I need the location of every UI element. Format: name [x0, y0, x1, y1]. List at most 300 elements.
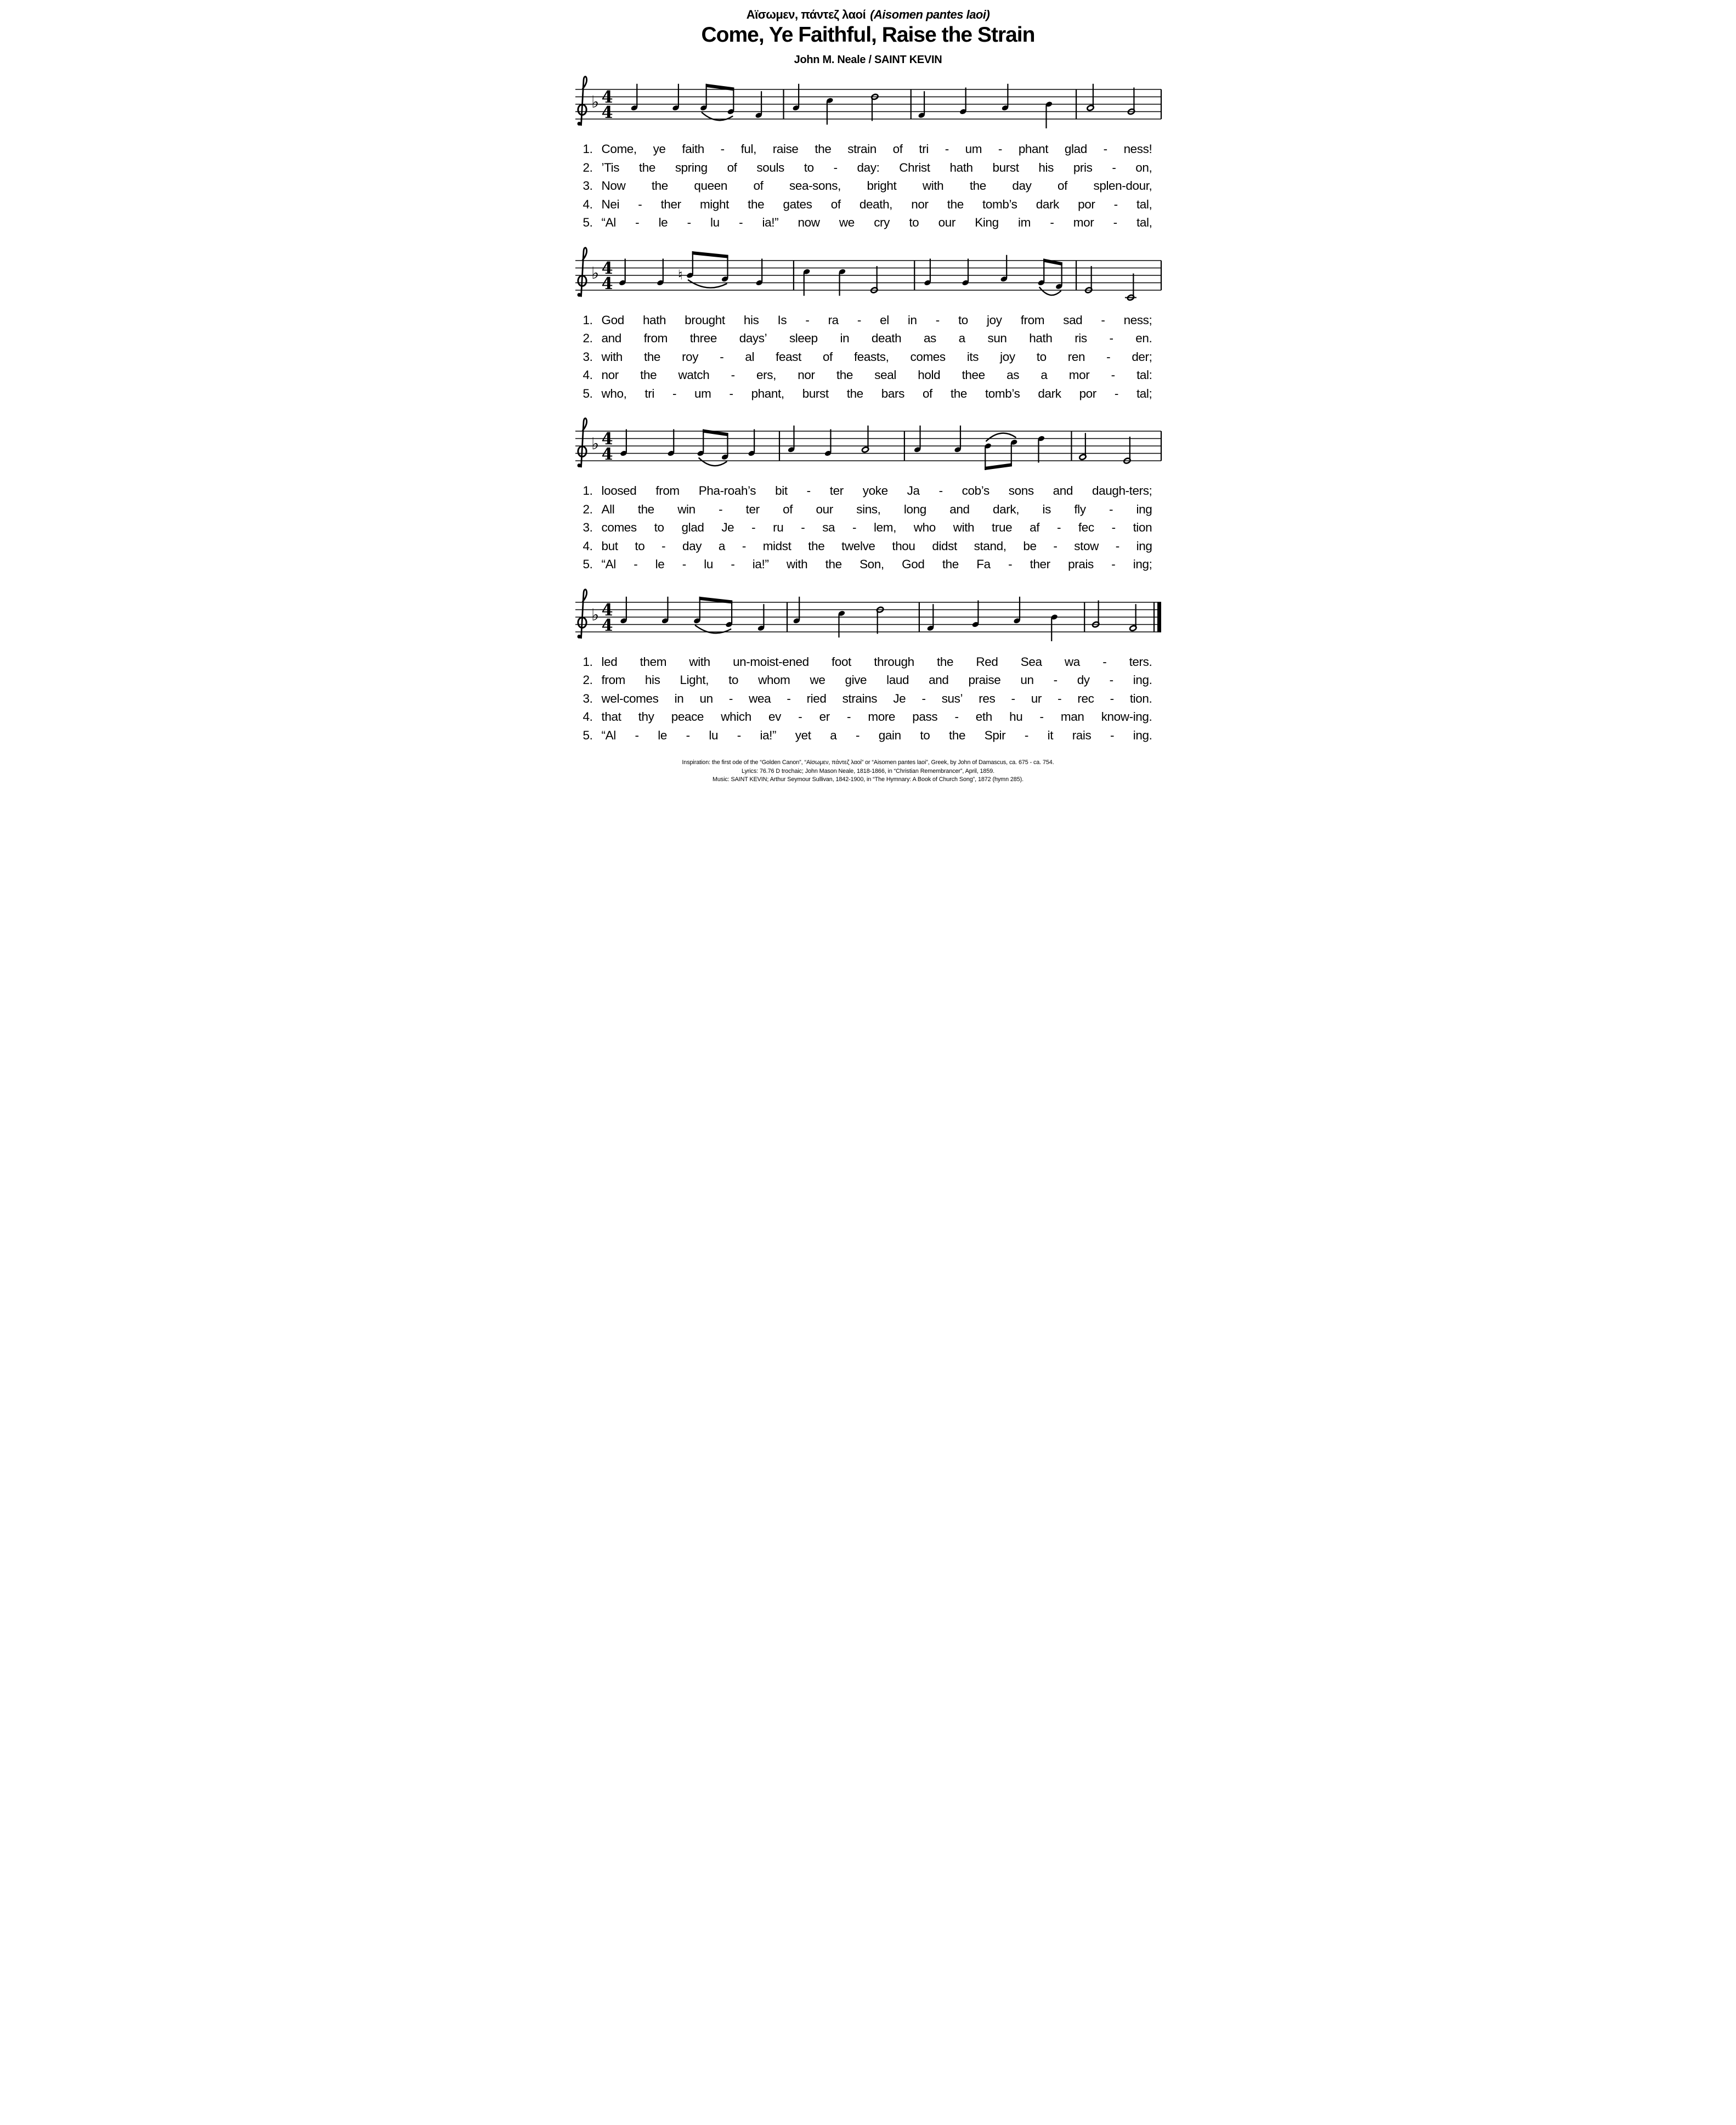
- syllable-hyphen: -: [634, 557, 638, 571]
- lyric-word: af: [1030, 521, 1040, 534]
- lyric-word: le: [655, 557, 665, 571]
- lyric-word: long: [903, 502, 926, 516]
- lyric-word: un-moist-ened: [733, 654, 809, 669]
- verse-line: [583, 555, 1152, 574]
- verse-line: [583, 311, 1152, 330]
- lyric-word: Sea: [1020, 654, 1042, 669]
- lyric-word: a: [1041, 368, 1048, 382]
- lyric-word: laud: [886, 673, 909, 687]
- lyric-word: por: [1079, 386, 1096, 400]
- lyric-word: as: [1006, 368, 1020, 382]
- lyric-word: we: [839, 216, 855, 229]
- lyric-word: ters.: [1129, 654, 1152, 669]
- lyric-word: er: [819, 710, 830, 724]
- time-signature-bottom: 4: [601, 274, 613, 293]
- lyric-word: ness!: [1123, 142, 1152, 156]
- lyric-word: peace: [671, 710, 704, 724]
- lyric-word: of: [753, 179, 764, 193]
- lyric-word: Is: [777, 313, 787, 327]
- verse-number: 1.: [583, 654, 593, 669]
- lyric-word: bright: [867, 179, 897, 193]
- syllable-hyphen: -: [806, 484, 811, 498]
- lyric-word: days’: [739, 331, 767, 345]
- lyric-word: be: [1023, 539, 1037, 553]
- lyric-word: the: [640, 368, 657, 382]
- syllable-hyphen: -: [1109, 502, 1113, 516]
- syllable-hyphen: -: [1024, 728, 1028, 742]
- lyric-word: to: [1036, 349, 1047, 364]
- lyric-word: dark: [1038, 386, 1061, 400]
- verse-text: [602, 195, 1152, 214]
- author-tune-byline: John M. Neale / SAINT KEVIN: [794, 54, 942, 66]
- syllable-hyphen: -: [686, 728, 690, 742]
- syllable-hyphen: -: [731, 557, 735, 571]
- lyric-word: sun: [987, 331, 1007, 345]
- verse-text: [602, 518, 1152, 537]
- lyric-word: of: [822, 349, 833, 364]
- lyric-word: ing.: [1133, 728, 1152, 742]
- syllable-hyphen: -: [720, 142, 725, 156]
- lyric-word: from: [643, 331, 668, 345]
- lyric-word: the: [937, 654, 954, 669]
- verse-text: [602, 213, 1152, 232]
- verse-line: [583, 177, 1152, 195]
- lyric-word: led: [601, 654, 618, 669]
- verse-text: [602, 708, 1152, 726]
- lyric-word: the: [825, 557, 842, 571]
- lyric-word: loosed: [601, 484, 637, 498]
- eighth-beam: [985, 463, 1012, 470]
- lyric-word: strains: [842, 691, 878, 705]
- lyric-word: tomb’s: [982, 197, 1017, 211]
- lyric-word: of: [727, 160, 737, 174]
- time-signature-top: 4: [601, 600, 613, 620]
- lyric-word: wa: [1064, 654, 1080, 669]
- lyric-word: tri: [644, 386, 654, 400]
- lyric-word: death,: [859, 197, 893, 211]
- verse-number: 5.: [583, 216, 593, 229]
- lyric-word: faith: [682, 142, 704, 156]
- verse-text: [602, 348, 1152, 366]
- lyric-word: “Al: [601, 557, 616, 571]
- lyric-word: ia!”: [760, 728, 777, 742]
- lyric-word: with: [689, 654, 710, 669]
- lyric-word: queen: [694, 179, 727, 193]
- lyric-word: ris: [1075, 331, 1087, 345]
- lyric-word: to: [635, 539, 645, 553]
- lyric-word: three: [689, 331, 717, 345]
- lyric-word: burst: [802, 386, 829, 400]
- syllable-hyphen: -: [1111, 521, 1116, 534]
- lyric-word: strain: [847, 142, 877, 156]
- lyric-word: joy: [1000, 349, 1015, 364]
- verse-number: 3.: [583, 179, 593, 193]
- syllable-hyphen: -: [720, 349, 724, 364]
- syllable-hyphen: -: [998, 142, 1003, 156]
- verse-text: [602, 726, 1152, 745]
- lyric-word: res: [979, 691, 996, 705]
- lyric-word: know-ing.: [1101, 710, 1152, 724]
- slur: [699, 458, 726, 466]
- lyric-word: which: [721, 710, 751, 724]
- syllable-hyphen: -: [1103, 142, 1107, 156]
- verse-line: [583, 671, 1152, 690]
- lyric-word: yoke: [862, 484, 888, 498]
- lyric-word: stand,: [974, 539, 1006, 553]
- verse-text: [602, 537, 1152, 556]
- lyric-word: sons: [1008, 484, 1034, 498]
- verse-line: [583, 195, 1152, 214]
- lyric-word: with: [601, 349, 623, 364]
- syllable-hyphen: -: [1053, 539, 1058, 553]
- lyric-word: in: [907, 313, 917, 327]
- natural-sign-icon: ♮: [677, 267, 683, 282]
- syllable-hyphen: -: [1050, 216, 1054, 229]
- lyric-word: phant: [1018, 142, 1049, 156]
- verse-number: 5.: [583, 728, 593, 742]
- transliteration: (Aisomen pantes laoi): [870, 8, 990, 21]
- lyric-word: ing;: [1133, 557, 1152, 571]
- syllable-hyphen: -: [751, 521, 756, 534]
- staff-1: [572, 66, 1164, 139]
- hymn-sheet-page: [572, 0, 1164, 789]
- lyric-word: um: [694, 386, 711, 400]
- lyric-word: ing.: [1133, 673, 1152, 687]
- lyric-word: brought: [685, 313, 725, 327]
- lyric-word: Fa: [976, 557, 991, 571]
- lyric-word: mor: [1073, 216, 1094, 229]
- lyric-word: ness;: [1123, 313, 1152, 327]
- verse-text: [602, 500, 1152, 519]
- lyric-word: more: [868, 710, 896, 724]
- syllable-hyphen: -: [1109, 331, 1113, 345]
- lyric-word: tal,: [1136, 197, 1152, 211]
- syllable-hyphen: -: [798, 710, 802, 724]
- lyric-word: tal:: [1136, 368, 1152, 382]
- lyric-word: lem,: [874, 521, 896, 534]
- lyric-word: lu: [710, 216, 720, 229]
- syllable-hyphen: -: [935, 313, 940, 327]
- lyric-word: Pha-roah’s: [698, 484, 756, 498]
- verse-line: [583, 159, 1152, 177]
- verse-number: 5.: [583, 386, 593, 400]
- lyric-word: its: [966, 349, 979, 364]
- lyric-word: as: [923, 331, 936, 345]
- greek-title: Αϊσωμεν, πάντεζ λαοί: [746, 8, 866, 21]
- verse-line: [583, 366, 1152, 385]
- verse-text: [602, 385, 1152, 403]
- verse-number: 5.: [583, 557, 593, 571]
- lyric-word: day: [682, 539, 702, 553]
- lyric-word: un: [699, 691, 713, 705]
- music-system-2: [572, 238, 1164, 310]
- lyric-word: el: [880, 313, 889, 327]
- syllable-hyphen: -: [731, 368, 735, 382]
- lyric-word: man: [1060, 710, 1084, 724]
- music-system-3: [572, 408, 1164, 481]
- lyric-word: it: [1047, 728, 1054, 742]
- syllable-hyphen: -: [1114, 386, 1118, 400]
- lyric-word: thee: [962, 368, 985, 382]
- verse-line: [583, 708, 1152, 726]
- syllable-hyphen: -: [833, 160, 838, 174]
- lyric-word: le: [658, 728, 667, 742]
- lyric-word: hu: [1009, 710, 1023, 724]
- lyric-word: nor: [798, 368, 815, 382]
- treble-clef-icon: [581, 589, 586, 637]
- verse-text: [602, 671, 1152, 690]
- lyric-word: them: [640, 654, 667, 669]
- lyric-word: Nei: [601, 197, 620, 211]
- lyric-word: the: [950, 386, 967, 400]
- lyric-word: ia!”: [762, 216, 779, 229]
- lyric-word: raise: [772, 142, 799, 156]
- lyric-word: mor: [1068, 368, 1090, 382]
- verse-line: [583, 690, 1152, 708]
- syllable-hyphen: -: [1112, 160, 1116, 174]
- music-system-1: [572, 66, 1164, 139]
- time-signature-top: 4: [601, 429, 613, 449]
- lyric-word: win: [677, 502, 695, 516]
- lyric-word: cry: [874, 216, 890, 229]
- lyric-word: the: [942, 557, 959, 571]
- lyric-word: twelve: [841, 539, 875, 553]
- treble-clef-icon: [581, 77, 586, 125]
- flat-sign-icon: ♭: [591, 605, 599, 625]
- flat-sign-icon: ♭: [591, 93, 599, 112]
- lyric-word: dark,: [993, 502, 1020, 516]
- lyric-word: but: [601, 539, 618, 553]
- lyric-word: didst: [932, 539, 957, 553]
- lyric-word: and: [1053, 484, 1073, 498]
- lyric-word: the: [969, 179, 986, 193]
- lyric-word: Christ: [899, 160, 930, 174]
- lyric-word: “Al: [601, 216, 616, 229]
- verse-line: [583, 653, 1152, 671]
- lyric-word: ing: [1136, 502, 1152, 516]
- lyric-word: gain: [878, 728, 901, 742]
- syllable-hyphen: -: [687, 216, 691, 229]
- verse-number: 3.: [583, 521, 593, 534]
- verse-text: [602, 177, 1152, 195]
- syllable-hyphen: -: [1109, 673, 1113, 687]
- footer-inspiration: Inspiration: the first ode of the “Golden Canon”, “Αϊσωμεν, πάντεζ λαοί” or “Aisomen pantes laoi”, Greek, by John of Damascus, ca. 675 - ca. 754.: [682, 759, 1054, 766]
- lyric-word: sleep: [789, 331, 818, 345]
- lyric-word: is: [1042, 502, 1051, 516]
- lyric-word: hath: [642, 313, 666, 327]
- lyric-word: joy: [987, 313, 1002, 327]
- treble-clef-icon: [577, 635, 581, 638]
- lyric-word: the: [638, 160, 655, 174]
- lyric-word: sad: [1063, 313, 1083, 327]
- lyric-word: ers,: [756, 368, 776, 382]
- lyric-word: Je: [721, 521, 734, 534]
- verse-number: 3.: [583, 691, 593, 705]
- footer-music-credit: Music: SAINT KEVIN; Arthur Seymour Sullivan, 1842-1900, in “The Hymnary: A Book of Church Song”, 1872 (hymn 285).: [712, 776, 1023, 783]
- lyric-word: our: [938, 216, 955, 229]
- lyric-word: un: [1020, 673, 1034, 687]
- verse-text: [602, 555, 1152, 574]
- verse-number: 2.: [583, 331, 593, 345]
- lyric-word: rais: [1072, 728, 1092, 742]
- lyric-word: All: [601, 502, 615, 516]
- verse-text: [602, 653, 1152, 671]
- lyric-word: day: [1012, 179, 1032, 193]
- lyric-word: on,: [1135, 160, 1152, 174]
- verse-block-3: [572, 482, 1164, 574]
- time-signature-top: 4: [601, 258, 613, 278]
- lyric-word: um: [965, 142, 982, 156]
- lyric-word: a: [830, 728, 837, 742]
- lyric-word: fec: [1078, 521, 1094, 534]
- lyric-word: the: [836, 368, 853, 382]
- lyric-word: lu: [709, 728, 719, 742]
- lyric-word: of: [783, 502, 793, 516]
- lyric-word: hath: [949, 160, 973, 174]
- lyric-word: por: [1078, 197, 1095, 211]
- syllable-hyphen: -: [1111, 368, 1115, 382]
- verse-number: 3.: [583, 349, 593, 364]
- lyric-word: sus’: [941, 691, 963, 705]
- syllable-hyphen: -: [1058, 691, 1062, 705]
- verse-line: [583, 140, 1152, 159]
- lyric-word: ur: [1031, 691, 1042, 705]
- lyric-word: of: [830, 197, 841, 211]
- lyric-word: ren: [1067, 349, 1085, 364]
- lyric-word: give: [845, 673, 867, 687]
- treble-clef-icon: [577, 293, 581, 297]
- lyric-word: feasts,: [853, 349, 889, 364]
- verse-text: [602, 366, 1152, 385]
- lyric-word: comes: [910, 349, 946, 364]
- verse-number: 4.: [583, 368, 593, 382]
- treble-clef-icon: [577, 464, 581, 467]
- lyric-word: his: [644, 673, 660, 687]
- lyric-word: and: [949, 502, 970, 516]
- lyric-word: ia!”: [752, 557, 769, 571]
- lyric-word: the: [808, 539, 825, 553]
- lyric-word: from: [601, 673, 625, 687]
- syllable-hyphen: -: [1110, 728, 1115, 742]
- final-barline-thick: [1157, 602, 1161, 632]
- lyric-word: dy: [1077, 673, 1090, 687]
- lyric-word: to: [728, 673, 739, 687]
- lyric-word: praise: [968, 673, 1001, 687]
- header: [572, 8, 1164, 66]
- syllable-hyphen: -: [857, 313, 861, 327]
- lyric-word: al: [745, 349, 755, 364]
- lyric-word: watch: [678, 368, 710, 382]
- verse-text: [602, 159, 1152, 177]
- syllable-hyphen: -: [1111, 557, 1116, 571]
- verse-line: [583, 537, 1152, 556]
- staff-2: [572, 238, 1164, 310]
- syllable-hyphen: -: [921, 691, 926, 705]
- verse-number: 2.: [583, 160, 593, 174]
- syllable-hyphen: -: [938, 484, 943, 498]
- lyric-word: ’Tis: [601, 160, 620, 174]
- syllable-hyphen: -: [661, 539, 666, 553]
- lyric-word: Light,: [680, 673, 709, 687]
- syllable-hyphen: -: [852, 521, 857, 534]
- greek-title-line: [572, 8, 1164, 22]
- syllable-hyphen: -: [1053, 673, 1058, 687]
- lyric-word: le: [658, 216, 668, 229]
- lyric-word: Spir: [984, 728, 1006, 742]
- verse-text: [602, 311, 1152, 330]
- flat-sign-icon: ♭: [591, 434, 599, 454]
- verse-block-4: [572, 653, 1164, 745]
- syllable-hyphen: -: [1113, 197, 1118, 211]
- slur: [986, 433, 1016, 441]
- lyric-word: tri: [919, 142, 929, 156]
- verse-number: 1.: [583, 484, 593, 498]
- syllable-hyphen: -: [805, 313, 810, 327]
- lyric-word: cob’s: [962, 484, 989, 498]
- lyric-word: tal,: [1136, 216, 1152, 229]
- syllable-hyphen: -: [1113, 216, 1117, 229]
- syllable-hyphen: -: [787, 691, 791, 705]
- lyric-word: rec: [1077, 691, 1094, 705]
- verse-line: [583, 348, 1152, 366]
- lyric-word: tomb’s: [985, 386, 1020, 400]
- lyric-word: the: [637, 502, 654, 516]
- lyric-word: souls: [756, 160, 784, 174]
- lyric-word: ev: [768, 710, 782, 724]
- verse-number: 1.: [583, 313, 593, 327]
- lyric-word: hold: [918, 368, 941, 382]
- verse-text: [602, 329, 1152, 348]
- treble-clef-icon: [581, 419, 586, 467]
- syllable-hyphen: -: [682, 557, 686, 571]
- lyric-word: thou: [892, 539, 915, 553]
- verse-number: 2.: [583, 502, 593, 516]
- syllable-hyphen: -: [728, 691, 733, 705]
- lyric-word: foot: [831, 654, 851, 669]
- staff-3: [572, 408, 1164, 481]
- verse-line: [583, 518, 1152, 537]
- lyric-word: pass: [912, 710, 938, 724]
- lyric-word: to: [920, 728, 930, 742]
- lyric-word: ru: [773, 521, 784, 534]
- lyric-word: ye: [653, 142, 666, 156]
- verse-line: [583, 482, 1152, 500]
- lyric-word: we: [810, 673, 825, 687]
- lyric-word: ter: [829, 484, 844, 498]
- verse-number: 2.: [583, 673, 593, 687]
- lyric-word: in: [674, 691, 684, 705]
- lyric-word: Son,: [859, 557, 884, 571]
- time-signature-bottom: 4: [601, 445, 613, 464]
- syllable-hyphen: -: [856, 728, 860, 742]
- lyric-word: Now: [601, 179, 626, 193]
- verse-block-2: [572, 311, 1164, 403]
- lyric-word: Je: [893, 691, 906, 705]
- lyric-word: Come,: [601, 142, 637, 156]
- lyric-word: wel-comes: [601, 691, 659, 705]
- syllable-hyphen: -: [847, 710, 851, 724]
- lyric-word: the: [651, 179, 668, 193]
- verse-text: [602, 482, 1152, 500]
- syllable-hyphen: -: [729, 386, 733, 400]
- eighth-beam: [692, 251, 728, 258]
- syllable-hyphen: -: [1008, 557, 1013, 571]
- lyric-word: whom: [758, 673, 790, 687]
- lyric-word: of: [1058, 179, 1067, 193]
- lyric-word: sins,: [856, 502, 881, 516]
- lyric-word: spring: [675, 160, 708, 174]
- lyric-word: phant,: [751, 386, 784, 400]
